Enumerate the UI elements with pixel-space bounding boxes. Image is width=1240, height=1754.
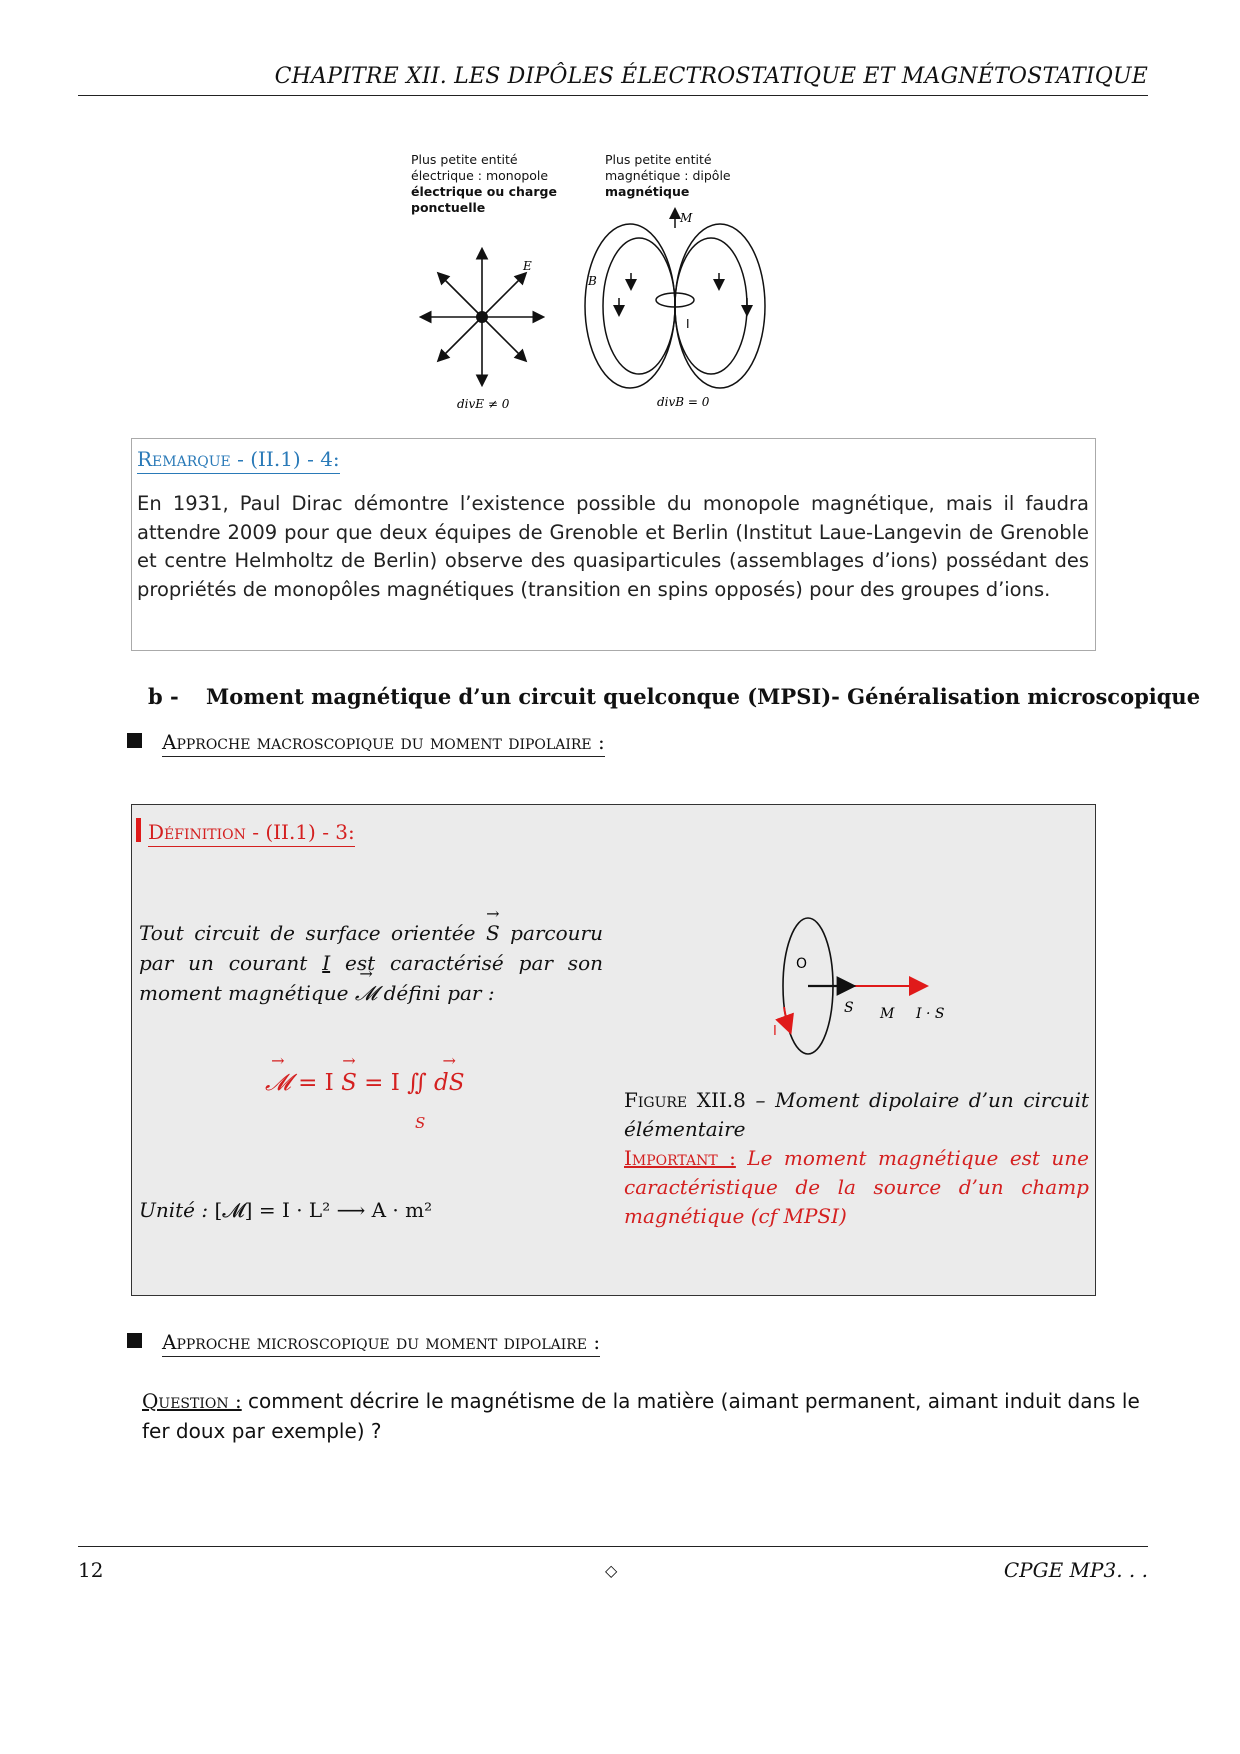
unit-expression: [𝓜] = I · L² ⟶ A · m² [214, 1198, 433, 1222]
subsection-heading [148, 684, 1200, 709]
field-lines-drawing [405, 148, 775, 418]
figure-caption: Figure XII.8 – Moment dipolaire d’un circuit élémentaire Important : Le moment magnétique est une caractéristique de la source d’un champ magnétique (cf MPSI) [624, 1088, 1089, 1228]
elementary-circuit-drawing [740, 915, 965, 1065]
remark-title: Remarque - (II.1) - 4: [137, 447, 340, 474]
dipole-field-loops [585, 210, 765, 388]
question-label: Question : [142, 1389, 242, 1413]
divE-label: divE ≠ 0 [457, 397, 510, 411]
definition-title: Définition - (II.1) - 3: [148, 820, 355, 847]
IS-label: I · S [916, 1006, 945, 1022]
origin-O-label: O [796, 956, 808, 972]
figure-label: Figure XII.8 [624, 1088, 746, 1112]
B-field-label: B [588, 274, 597, 288]
unit-line: Unité : [𝓜] = I · L² ⟶ A · m² [139, 1198, 433, 1222]
chapter-header: CHAPITRE XII. LES DIPÔLES ÉLECTROSTATIQUE ET MAGNÉTOSTATIQUE [274, 64, 1148, 89]
moment-M-label: M [880, 1006, 895, 1022]
dipole-caption: Plus petite entité magnétique : dipôle magnétique [605, 152, 731, 199]
vector-S: → S [486, 918, 500, 948]
monopole-caption: Plus petite entité électrique : monopole électrique ou charge ponctuelle [411, 152, 557, 215]
E-field-label: E [523, 259, 532, 273]
square-bullet-icon [127, 1333, 142, 1348]
monopole-dipole-figure [405, 148, 775, 418]
bullet-microscopic-text: Approche microscopique du moment dipolaire : [162, 1330, 600, 1357]
monopole-charge [476, 311, 488, 323]
definition-marker-bar [136, 818, 141, 842]
footer-course: CPGE MP3. . . [1003, 1558, 1148, 1582]
subsection-number: b - [148, 684, 179, 709]
surface-S-label: S [844, 1000, 854, 1016]
M-moment-label: M [680, 211, 693, 225]
current-direction-arrow [784, 1007, 790, 1031]
bullet-microscopic [127, 1330, 600, 1354]
remark-body: En 1931, Paul Dirac démontre l’existence possible du monopole magnétique, mais il faudra attendre 2009 pour que deux équipes de Grenoble et Berlin (Institut Laue-Langevin de Grenoble et centre Helmholtz de Berlin) observe des quasiparticules (assemblages d’ions) possédant des propriétés de monopôles magnétiques (transition en spins opposés) pour des groupes d’ions. [137, 492, 1089, 601]
circuit-current-label: I [773, 1024, 777, 1039]
header-rule [78, 95, 1148, 96]
moment-formula: → 𝓜 = I → S = I ∬ → dS S [265, 1070, 465, 1096]
bullet-macroscopic [127, 730, 605, 754]
important-text: Le moment magnétique est une caractéristique de la source d’un champ magnétique (cf MPSI) [624, 1146, 1089, 1228]
vector-M: → 𝓜 [355, 978, 377, 1008]
page-number: 12 [78, 1558, 104, 1582]
divB-label: divB = 0 [657, 395, 710, 409]
important-label: Important : [624, 1146, 736, 1170]
question-text: comment décrire le magnétisme de la matière (aimant permanent, aimant induit dans le fer doux par exemple) ? [142, 1389, 1140, 1443]
current-I-label: I [686, 317, 690, 331]
current-I: I [322, 951, 331, 975]
definition-text: Tout circuit de surface orientée → S parcouru par un courant I est caractérisé par son moment magnétique → 𝓜 défini par : [139, 918, 603, 1008]
footer-rule [78, 1546, 1148, 1547]
integral-domain-label: S [415, 1114, 426, 1132]
circuit-figure [740, 915, 965, 1065]
square-bullet-icon [127, 733, 142, 748]
diamond-icon: ◇ [605, 1561, 618, 1580]
subsection-title: Moment magnétique d’un circuit quelconque (MPSI)- Généralisation microscopique [206, 684, 1201, 709]
question-paragraph [142, 1386, 1147, 1446]
bullet-macroscopic-text: Approche macroscopique du moment dipolaire : [162, 730, 605, 757]
